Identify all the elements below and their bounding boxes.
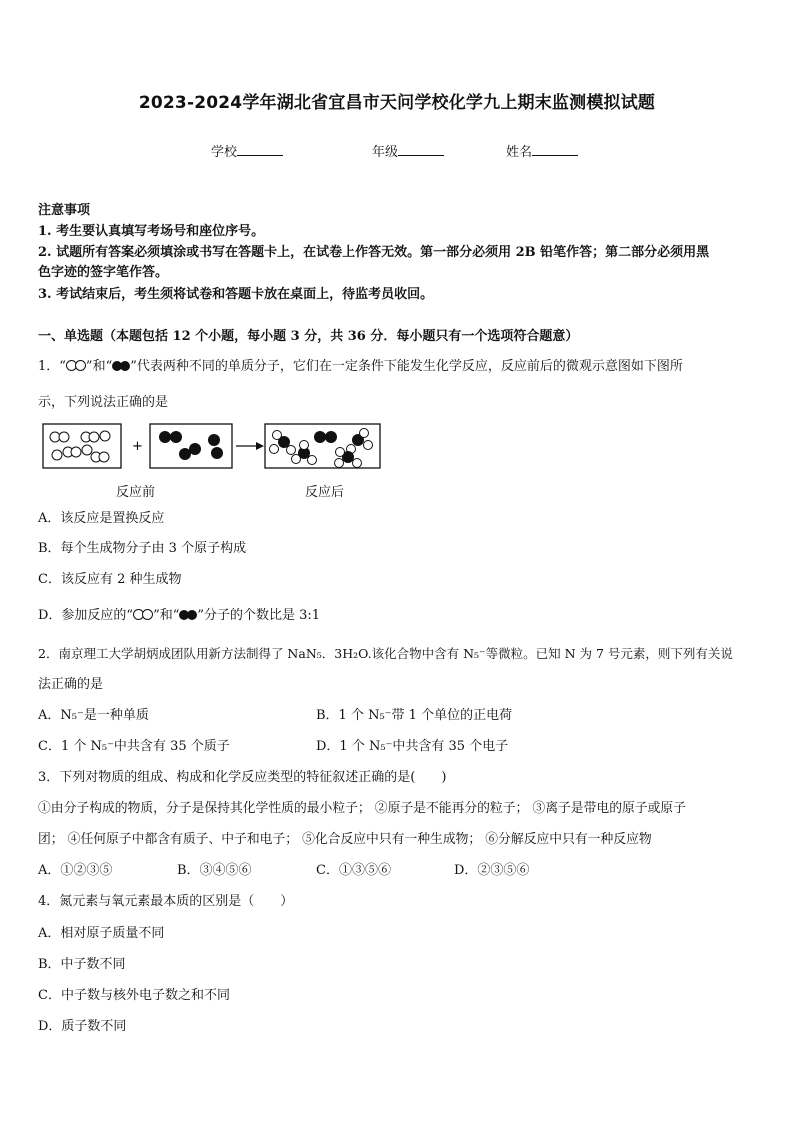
question-3-statements: ①由分子构成的物质，分子是保持其化学性质的最小粒子； ②原子是不能再分的粒子； ③离子是带电的原子或原子 [38,801,686,816]
question-2-stem: 2．南京理工大学胡炳成团队用新方法制得了 NaN₅．3H₂O.该化合物中含有 N₅⁻等微粒。已知 N 为 7 号元素，则下列有关说 [38,646,733,661]
question-4-stem: 4．氮元素与氧元素最本质的区别是（ ） [38,894,294,909]
question-2-stem-cont: 法正确的是 [38,677,104,692]
notice-item: 2. 试题所有答案必须填涂或书写在答题卡上，在试卷上作答无效。第一部分必须用 2B 铅笔作答；第二部分必须用黑 [38,245,710,260]
grade-field [372,141,444,160]
notice-heading: 注意事项 [38,203,91,218]
q3-option-b: B．③④⑤⑥ [177,863,252,878]
white-molecule-icon [66,359,86,375]
caption-before: 反应前 [116,485,156,500]
reaction-diagram [42,423,382,471]
black-molecule-icon [112,359,130,375]
q1-option-a: A．该反应是置换反应 [38,511,165,526]
question-3-statements-cont: 团； ④任何原子中都含有质子、中子和电子； ⑤化合反应中只有一种生成物； ⑥分解反应中只有一种反应物 [38,832,652,847]
q2-option-b: B．1 个 N₅⁻带 1 个单位的正电荷 [316,708,513,723]
white-molecule-icon [133,608,153,624]
q1-option-b: B．每个生成物分子由 3 个原子构成 [38,541,247,556]
q3-option-d: D．②③⑤⑥ [454,863,530,878]
school-field [211,141,283,160]
notice-item: 1. 考生要认真填写考场号和座位序号。 [38,224,265,239]
name-label: 姓名 [506,145,533,160]
q3-option-c: C．①③⑤⑥ [316,863,391,878]
question-1-stem [38,359,683,375]
q1-option-d-part: ”和“ [153,608,180,623]
q4-option-b: B．中子数不同 [38,957,126,972]
grade-label: 年级 [372,145,399,160]
caption-after: 反应后 [305,485,345,500]
grade-blank [398,142,444,156]
q1-option-d [38,608,320,624]
question-3-stem: 3．下列对物质的组成、构成和化学反应类型的特征叙述正确的是( ) [38,770,447,785]
q2-option-d: D．1 个 N₅⁻中共含有 35 个电子 [316,739,509,754]
q2-option-a: A．N₅⁻是一种单质 [38,708,149,723]
q4-option-d: D．质子数不同 [38,1019,127,1034]
q2-option-c: C．1 个 N₅⁻中共含有 35 个质子 [38,739,230,754]
q3-option-a: A．①②③⑤ [38,863,113,878]
name-field [506,141,578,160]
plus-sign: + [132,439,143,454]
q1-option-c: C．该反应有 2 种生成物 [38,572,182,587]
q4-option-a: A．相对原子质量不同 [38,926,165,941]
school-blank [237,142,283,156]
page-title: 2023-2024学年湖北省宜昌市天问学校化学九上期末监测模拟试题 [138,93,656,113]
q1-stem-part: ”代表两种不同的单质分子，它们在一定条件下能发生化学反应，反应前后的微观示意图如下图所 [130,359,683,374]
q1-stem-part: 1．“ [38,359,66,374]
q1-stem-part: ”和“ [85,359,113,374]
name-blank [532,142,578,156]
q4-option-c: C．中子数与核外电子数之和不同 [38,988,230,1003]
school-label: 学校 [211,145,238,160]
q1-option-d-part: ”分子的个数比是 3:1 [197,608,321,623]
notice-item: 3. 考试结束后，考生须将试卷和答题卡放在桌面上，待监考员收回。 [38,287,434,302]
reactant-box-white [43,424,121,468]
q1-option-d-part: D．参加反应的“ [38,608,134,623]
question-1-stem-cont: 示，下列说法正确的是 [38,395,169,410]
black-molecule-icon [179,608,197,624]
notice-item: 色字迹的签字笔作答。 [38,265,169,280]
section-heading: 一、单选题（本题包括 12 个小题，每小题 3 分，共 36 分．每小题只有一个选项符合题意） [38,329,579,344]
arrow-head [256,442,264,450]
